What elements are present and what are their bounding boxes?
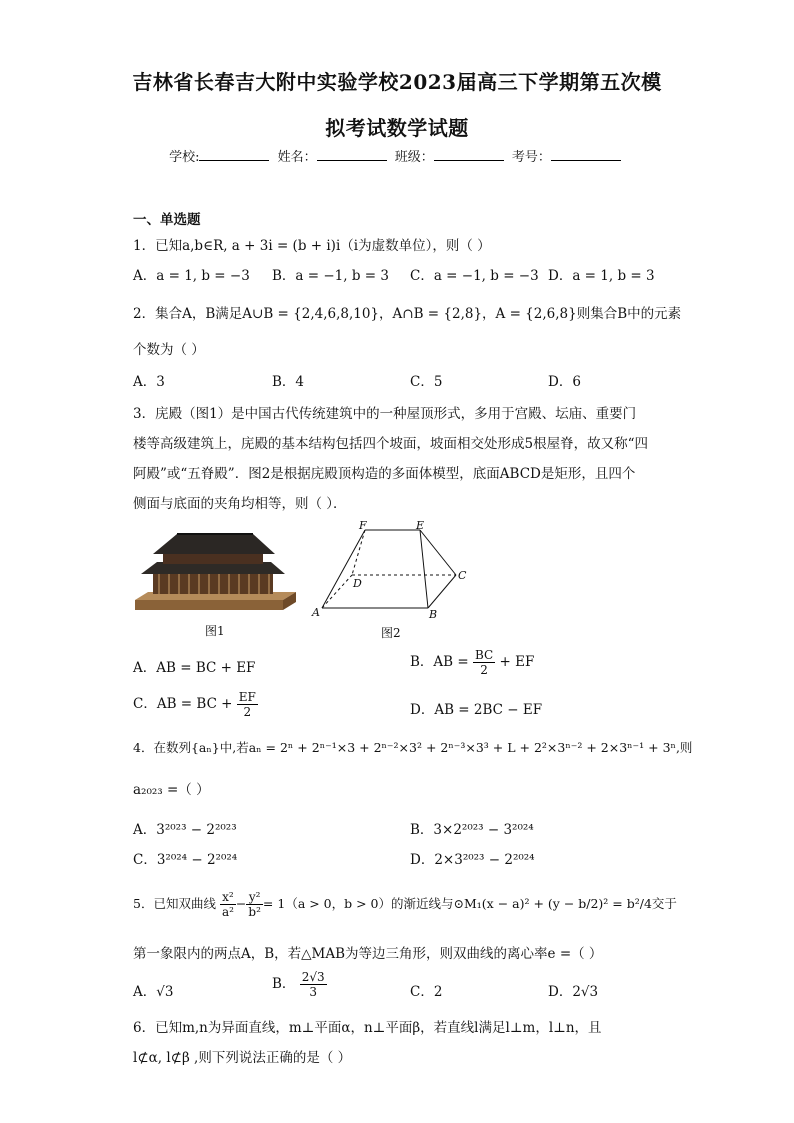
q3-option-b-fraction [473,648,495,677]
q1-option-c: C．a = −1, b = −3 [410,268,539,284]
q3-option-a: A．AB = BC + EF [133,660,256,676]
fraction-numerator: y² [246,890,263,905]
q4-stem-line1: 4．在数列{aₙ}中,若aₙ = 2ⁿ + 2ⁿ⁻¹×3 + 2ⁿ⁻²×3² + 2ⁿ⁻³×3³ + L + 2²×3ⁿ⁻² + 2×3ⁿ⁻¹ + 3ⁿ,则 [133,740,693,755]
label-a: A [312,606,320,619]
label-c: C [458,569,467,582]
q2-option-c: C．5 [410,374,443,390]
q4-option-d: D．2×3²⁰²³ − 2²⁰²⁴ [410,852,535,868]
q3-option-c-prefix: C．AB = BC + [133,696,233,712]
number-blank [551,148,621,161]
section-heading: 一、单选题 [133,212,201,228]
fraction-numerator: 2√3 [301,970,325,984]
figure1-caption: 图1 [205,624,225,638]
number-label: 考号： [511,150,551,165]
q5-option-b-fraction [300,970,327,999]
school-blank [199,148,269,161]
class-blank [434,148,504,161]
fraction-denominator: 3 [309,985,317,999]
name-label: 姓名： [277,150,317,165]
q5-option-c: C．2 [410,984,443,1000]
fraction-denominator: b² [248,905,261,919]
q5-stem-line1: 5．已知双曲线 $\frac{\text{x²}}{\text{a²}}$ − $\frac{\text{y²}}{\text{b²}}$ = 1（a > 0，b > 0）的渐近线与⊙M₁(x − a)² + (y − b/2)² = b²/4交于 [133,890,677,919]
q3-stem-line2: 楼等高级建筑上，庑殿的基本结构包括四个坡面，坡面相交处形成5根屋脊，故又称“四 [133,436,648,452]
fraction-numerator: x² [220,890,236,905]
q5-stem-prefix: 5．已知双曲线 [133,896,216,911]
q6-stem-line1: 6．已知m,n为异面直线，m⊥平面α，n⊥平面β，若直线l满足l⊥m，l⊥n，且 [133,1020,602,1036]
q2-option-a: A．3 [133,374,165,390]
student-info-row [0,146,794,165]
q2-option-d: D．6 [548,374,581,390]
hyperbola-rhs: = 1 [262,896,286,911]
q3-stem-line1: 3．庑殿（图1）是中国古代传统建筑中的一种屋顶形式，多用于宫殿、坛庙、重要门 [133,406,637,422]
school-label: 学校: [169,150,200,165]
palace-figure [133,522,298,617]
fraction-denominator: 2 [243,705,252,719]
q3-option-c [133,690,258,719]
name-blank [317,148,387,161]
figure2-caption: 图2 [381,626,401,640]
q4-stem-line2: a₂₀₂₃ =（ ） [133,782,210,798]
q5-option-b-prefix: B． [272,976,296,992]
q3-stem-line3: 阿殿”或“五脊殿”．图2是根据庑殿顶构造的多面体模型，底面ABCD是矩形，且四个 [133,466,636,482]
q1-stem: 1．已知a,b∈R, a + 3i = (b + i)i（i为虚数单位），则（ ） [133,238,491,254]
q4-option-b: B．3×2²⁰²³ − 3²⁰²⁴ [410,822,534,838]
fraction-denominator: 2 [480,663,488,677]
q5-option-b [272,970,327,999]
hyperbola-y-term [246,890,263,919]
q2-stem-line2: 个数为（ ） [133,342,205,358]
label-b: B [429,608,438,621]
label-f: F [359,519,367,532]
fraction-numerator: EF [238,690,256,704]
q3-option-b-prefix: B．AB = [410,654,469,670]
fraction-numerator: BC [475,648,494,662]
q3-option-b [410,648,534,677]
page-title-line1: 吉林省长春吉大附中实验学校2023届高三下学期第五次模 [132,70,662,94]
q4-option-c: C．3²⁰²⁴ − 2²⁰²⁴ [133,852,238,868]
q5-option-a: A．√3 [133,984,174,1000]
q6-stem-line2: l⊄α, l⊄β ,则下列说法正确的是（ ） [133,1050,352,1066]
q2-stem-line1: 2．集合A，B满足A∪B = {2,4,6,8,10}，A∩B = {2,8}，A = {2,6,8}则集合B中的元素 [133,306,682,322]
hyperbola-x-term [220,890,236,919]
q2-option-b: B．4 [272,374,305,390]
class-label: 班级： [394,150,434,165]
q4-option-a: A．3²⁰²³ − 2²⁰²³ [133,822,237,838]
label-d: D [353,577,362,590]
q5-option-d: D．2√3 [548,984,599,1000]
q3-stem-line4: 侧面与底面的夹角均相等，则（ ）． [133,496,347,512]
q1-option-b: B．a = −1, b = 3 [272,268,389,284]
polyhedron-diagram [310,518,470,622]
q3-option-b-suffix: + EF [499,654,535,670]
page-title-line2: 拟考试数学试题 [325,116,469,140]
q3-option-d: D．AB = 2BC − EF [410,702,543,718]
q1-option-a: A．a = 1, b = −3 [133,268,250,284]
q1-option-d: D．a = 1, b = 3 [548,268,655,284]
q3-option-c-fraction [237,690,258,719]
label-e: E [416,519,425,532]
fraction-denominator: a² [221,905,234,919]
q5-stem-middle: （a > 0，b > 0）的渐近线与⊙M₁(x − a)² + (y − b/2)² = b²/4交于 [285,896,677,911]
q5-stem-line2: 第一象限内的两点A，B，若△MAB为等边三角形，则双曲线的离心率e =（ ） [133,946,603,962]
